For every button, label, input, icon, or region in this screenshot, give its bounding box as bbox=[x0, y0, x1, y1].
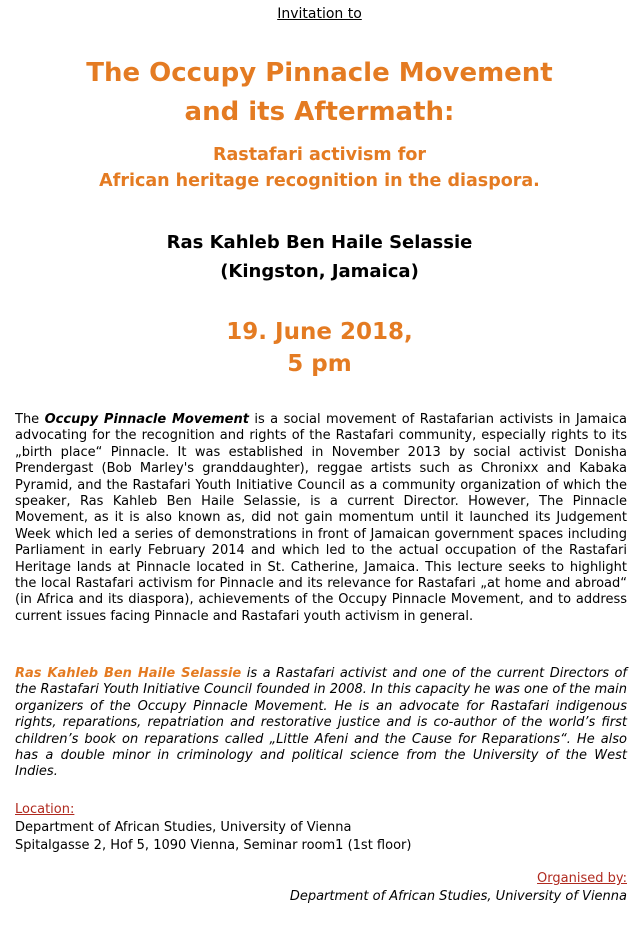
event-time: 5 pm bbox=[287, 351, 352, 377]
event-title-line-2: and its Aftermath: bbox=[184, 97, 455, 127]
description-body: is a social movement of Rastafarian activists in Jamaica advocating for the recognition and rights of the Rastafari community, especially rights to its „birth place“ Pinnacle. It was established in November 2013 by social activist Donisha Prendergast (Bob Marley's granddaughter), reggae artists such as Chronixx and Kabaka Pyramid, and the Rastafari Youth Initiative Council as a community organization of which the speaker, Ras Kahleb Ben Haile Selassie, is a current Director. However, The Pinnacle Movement, as it is also known as, did not gain momentum until it launched its Judgement Week which led a series of demonstrations in front of Jamaican government spaces including Parliament in early February 2014 and which led to the actual occupation of the Rastafari Heritage lands at Pinnacle located in St. Catherine, Jamaica. This lecture seeks to highlight the local Rastafari activism for Pinnacle and its relevance for Rastafari „at home and abroad“ (in Africa and its diaspora), achievements of the Occupy Pinnacle Movement, and to address current issues facing Pinnacle and Rastafari youth activism in general. bbox=[15, 412, 627, 624]
organiser-value: Department of African Studies, University of Vienna bbox=[289, 889, 627, 904]
description-paragraph bbox=[15, 412, 627, 625]
event-subtitle-line-1: Rastafari activism for bbox=[213, 145, 426, 165]
speaker-origin: (Kingston, Jamaica) bbox=[220, 261, 419, 282]
bio-name: Ras Kahleb Ben Haile Selassie bbox=[15, 666, 242, 681]
bio-paragraph bbox=[15, 666, 627, 781]
location-label: Location: bbox=[15, 802, 75, 817]
invitation-label: Invitation to bbox=[277, 6, 362, 22]
event-date: 19. June 2018, bbox=[226, 319, 413, 345]
organiser-label: Organised by: bbox=[537, 871, 627, 886]
location-line-2: Spitalgasse 2, Hof 5, 1090 Vienna, Seminar room1 (1st floor) bbox=[15, 838, 412, 853]
speaker-name: Ras Kahleb Ben Haile Selassie bbox=[166, 232, 473, 253]
location-line-1: Department of African Studies, University of Vienna bbox=[15, 820, 352, 835]
movement-name: Occupy Pinnacle Movement bbox=[44, 412, 249, 427]
description-intro: The bbox=[15, 412, 45, 427]
event-subtitle bbox=[0, 142, 639, 194]
event-datetime bbox=[0, 316, 639, 380]
event-title-line-1: The Occupy Pinnacle Movement bbox=[86, 58, 553, 88]
event-subtitle-line-2: African heritage recognition in the diaspora. bbox=[99, 171, 540, 191]
event-title bbox=[0, 54, 639, 132]
bio-body: is a Rastafari activist and one of the current Directors of the Rastafari Youth Initiative Council founded in 2008. In this capacity he was one of the main organizers of the Occupy Pinnacle Movement. He is an advocate for Rastafari indigenous rights, reparations, repatriation and restorative justice and is co-author of the world’s first children’s book on reparations called „Little Afeni and the Cause for Reparations“. He also has a double minor in criminology and political science from the University of the West Indies. bbox=[15, 666, 628, 780]
speaker-block bbox=[0, 228, 639, 286]
